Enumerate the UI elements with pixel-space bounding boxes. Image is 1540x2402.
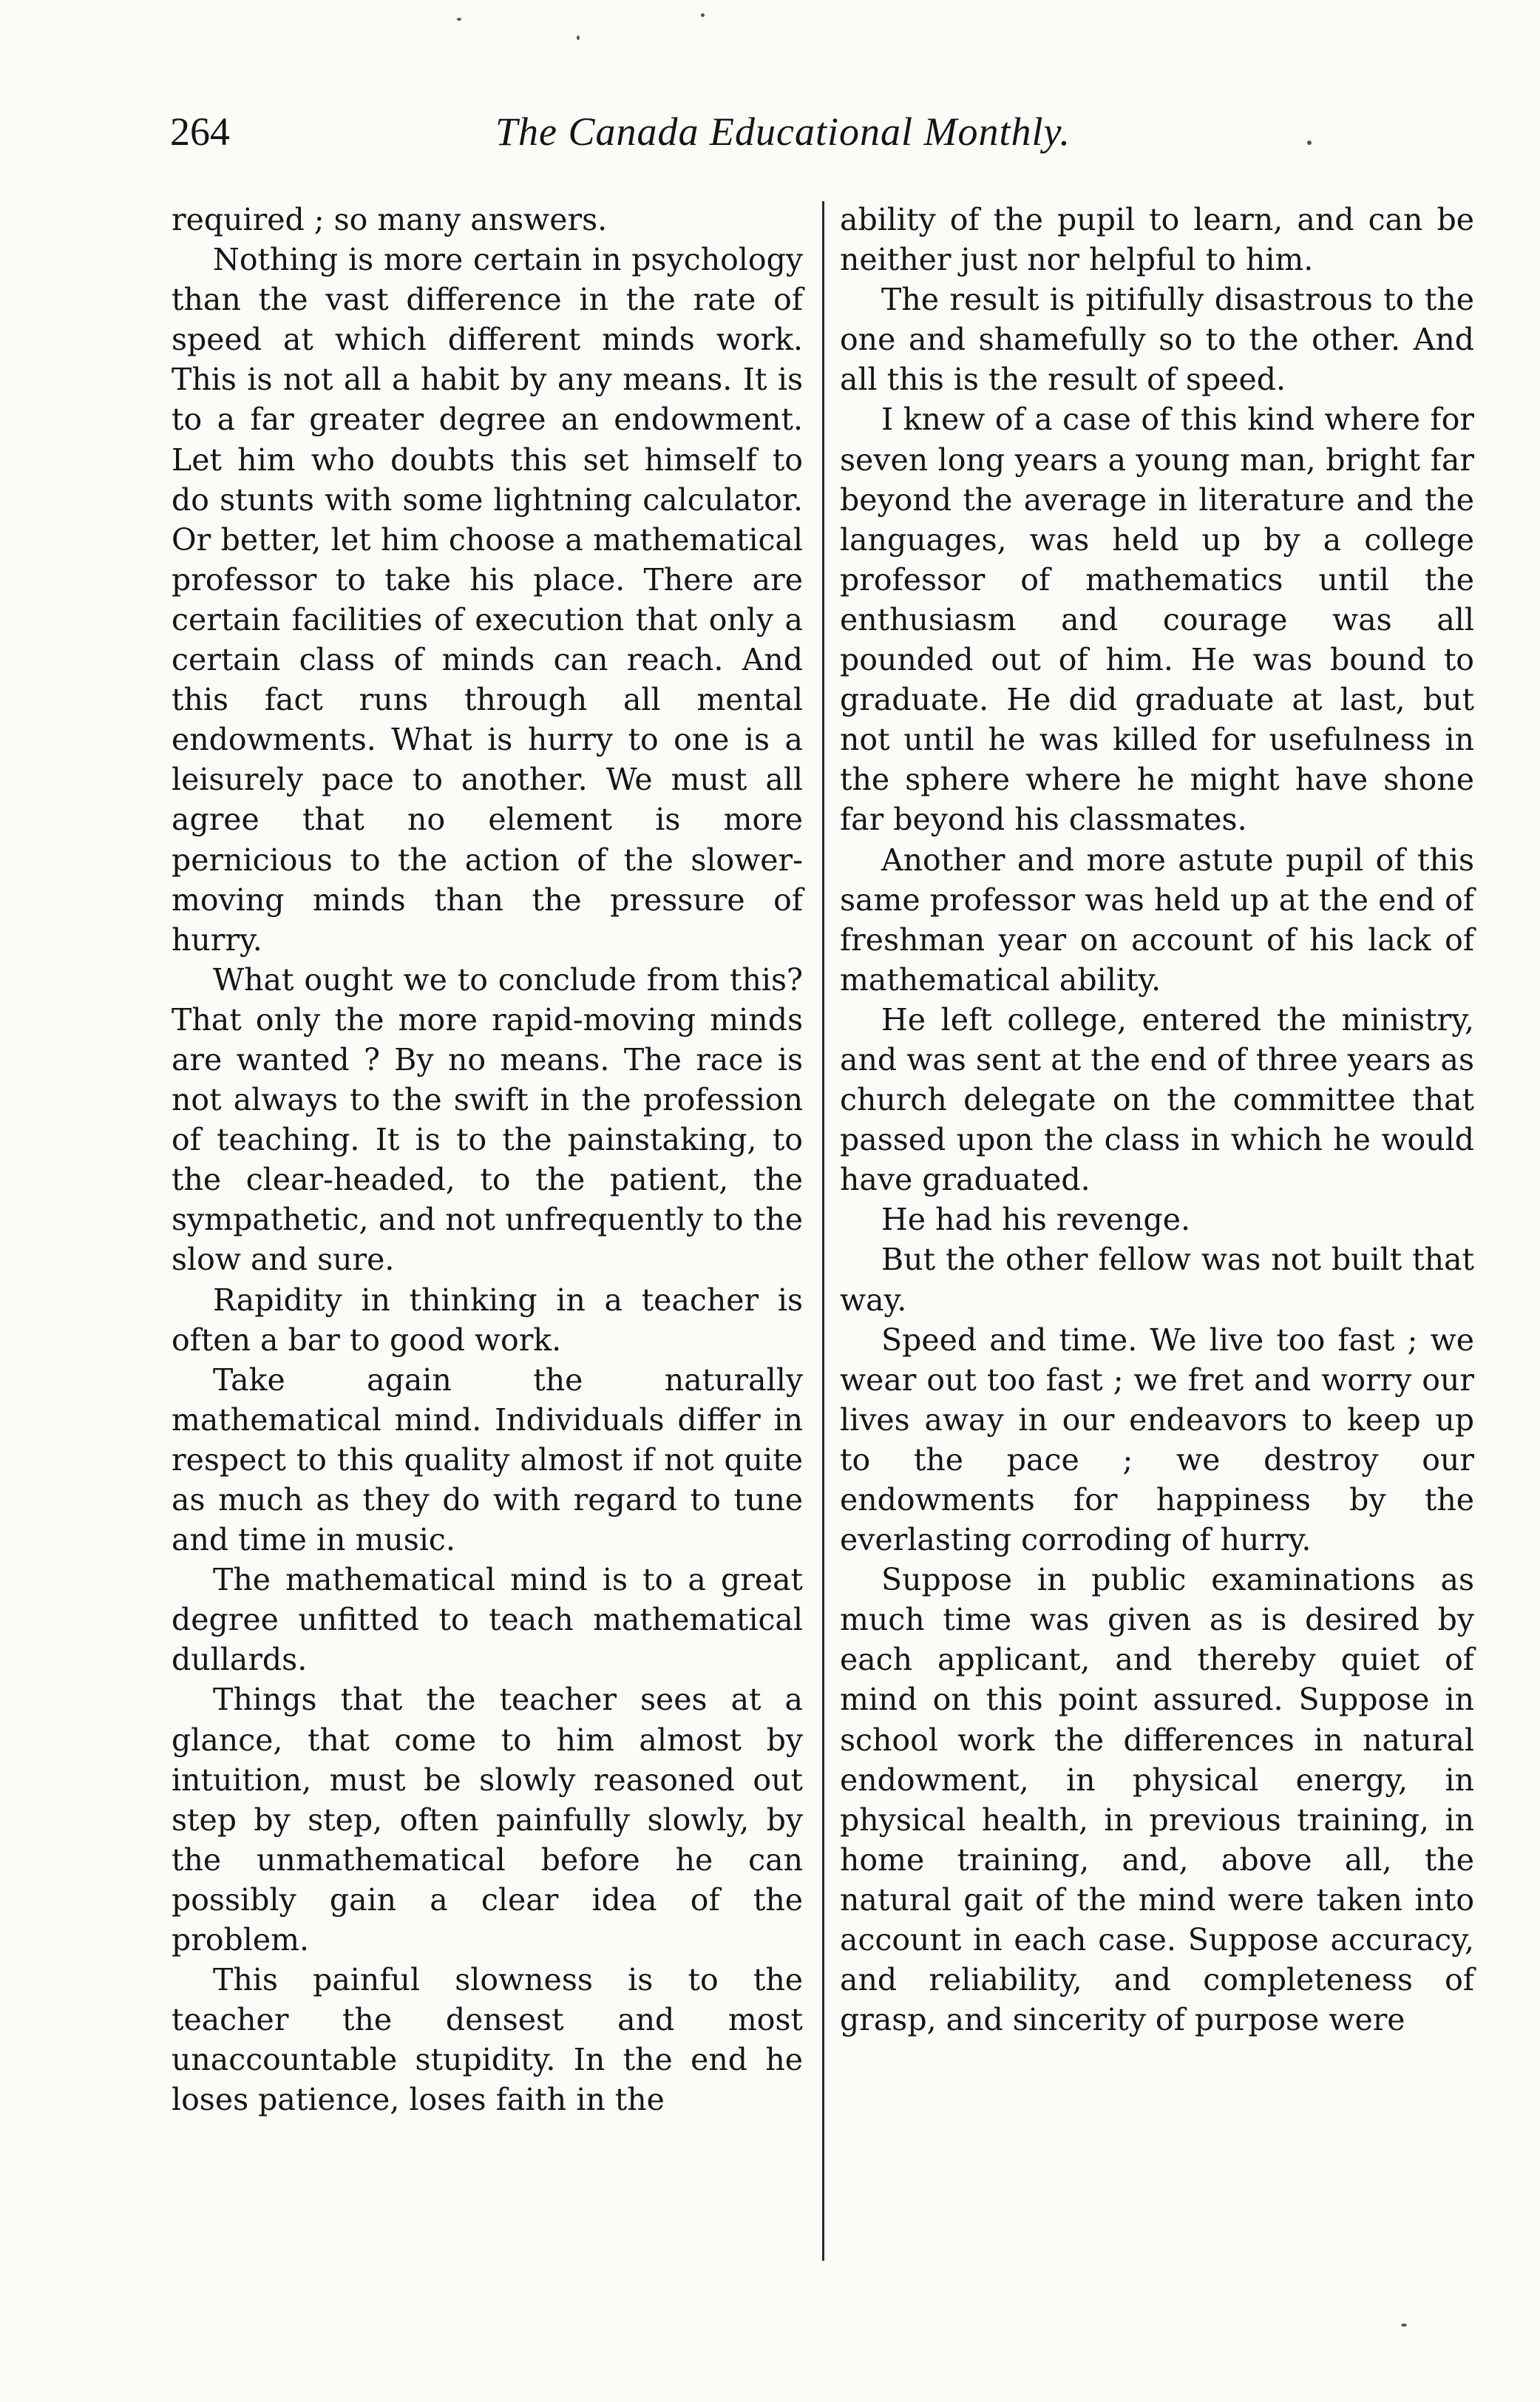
- page-header: [170, 109, 1479, 161]
- left-paragraph-1: required ; so many answers.: [172, 202, 608, 237]
- left-paragraph-3: What ought we to conclude from this? That only the more rapid-moving minds are wanted ? By no means. The race is not always to the swift in the profession of teaching. It is to the painstaking, to the clear-headed, to the patient, the sympathetic, and not unfrequently to the slow and sure.: [172, 961, 803, 1278]
- running-title: The Canada Educational Monthly.: [495, 109, 1071, 154]
- right-paragraph-9: Suppose in public examinations as much time was given as is desired by each applicant, and thereby quiet of mind on this point assured. Suppose in school work the differences in natural endowment, in physical energy, in physical health, in previous training, in home training, and, above all, the natural gait of the mind were taken into account in each case. Suppose accuracy, and reliability, and completeness of grasp, and sincerity of purpose were: [840, 1562, 1474, 2038]
- right-paragraph-5: He left college, entered the ministry, and was sent at the end of three years as church delegate on the committee that passed upon the class in which he would have graduated.: [840, 1001, 1474, 1198]
- left-paragraph-4: Rapidity in thinking in a teacher is often a bar to good work.: [172, 1282, 803, 1358]
- scan-speck: [1307, 141, 1312, 145]
- left-paragraph-6: The mathematical mind is to a great degree unfitted to teach mathematical dullards.: [172, 1562, 803, 1678]
- right-paragraph-3: I knew of a case of this kind where for seven long years a young man, bright far beyond the average in literature and the languages, was held up by a college professor of mathematics until the enthusiasm and courage was all pounded out of him. He was bound to graduate. He did graduate at last, but not until he was killed for usefulness in the sphere where he might have shone far beyond his classmates.: [840, 402, 1474, 838]
- scan-speck: [1401, 2324, 1407, 2327]
- right-paragraph-2: The result is pitifully disastrous to the one and shamefully so to the other. And all this is the result of speed.: [840, 282, 1474, 398]
- right-paragraph-4: Another and more astute pupil of this same professor was held up at the end of freshman year on account of his lack of mathematical ability.: [840, 842, 1474, 998]
- right-paragraph-8: Speed and time. We live too fast ; we wear out too fast ; we fret and worry our lives away in our endeavors to keep up to the pace ; we destroy our endowments for happiness by the everlasting corroding of hurry.: [840, 1322, 1474, 1558]
- page-number: 264: [170, 109, 230, 154]
- scan-speck: [457, 18, 461, 21]
- column-divider: [822, 201, 824, 2261]
- scan-speck: [701, 13, 705, 17]
- left-paragraph-8: This painful slowness is to the teacher the densest and most unaccountable stupidity. In the end he loses patience, loses faith in the: [172, 1962, 803, 2118]
- scan-speck: [577, 35, 580, 40]
- left-paragraph-5: Take again the naturally mathematical mind. Individuals differ in respect to this quality almost if not quite as much as they do with regard to tune and time in music.: [172, 1361, 803, 1558]
- left-paragraph-7: Things that the teacher sees at a glance, that come to him almost by intuition, must be slowly reasoned out step by step, often painfully slowly, by the unmathematical before he can possibly gain a clear idea of the problem.: [172, 1682, 803, 1958]
- right-column: [840, 200, 1474, 2040]
- right-paragraph-6: He had his revenge.: [881, 1202, 1191, 1238]
- right-paragraph-1: ability of the pupil to learn, and can be neither just nor helpful to him.: [840, 202, 1474, 278]
- right-paragraph-7: But the other fellow was not built that way.: [840, 1242, 1474, 1318]
- left-paragraph-2: Nothing is more certain in psychology than the vast difference in the rate of speed at which different minds work. This is not all a habit by any means. It is to a far greater degree an endowment. Let him who doubts this set himself to do stunts with some lightning calculator. Or better, let him choose a mathematical professor to take his place. There are certain facilities of execution that only a certain class of minds can reach. And this fact runs through all mental endowments. What is hurry to one is a leisurely pace to another. We must all agree that no element is more pernicious to the action of the slower-moving minds than the pressure of hurry.: [172, 242, 803, 958]
- left-column: [172, 200, 803, 2120]
